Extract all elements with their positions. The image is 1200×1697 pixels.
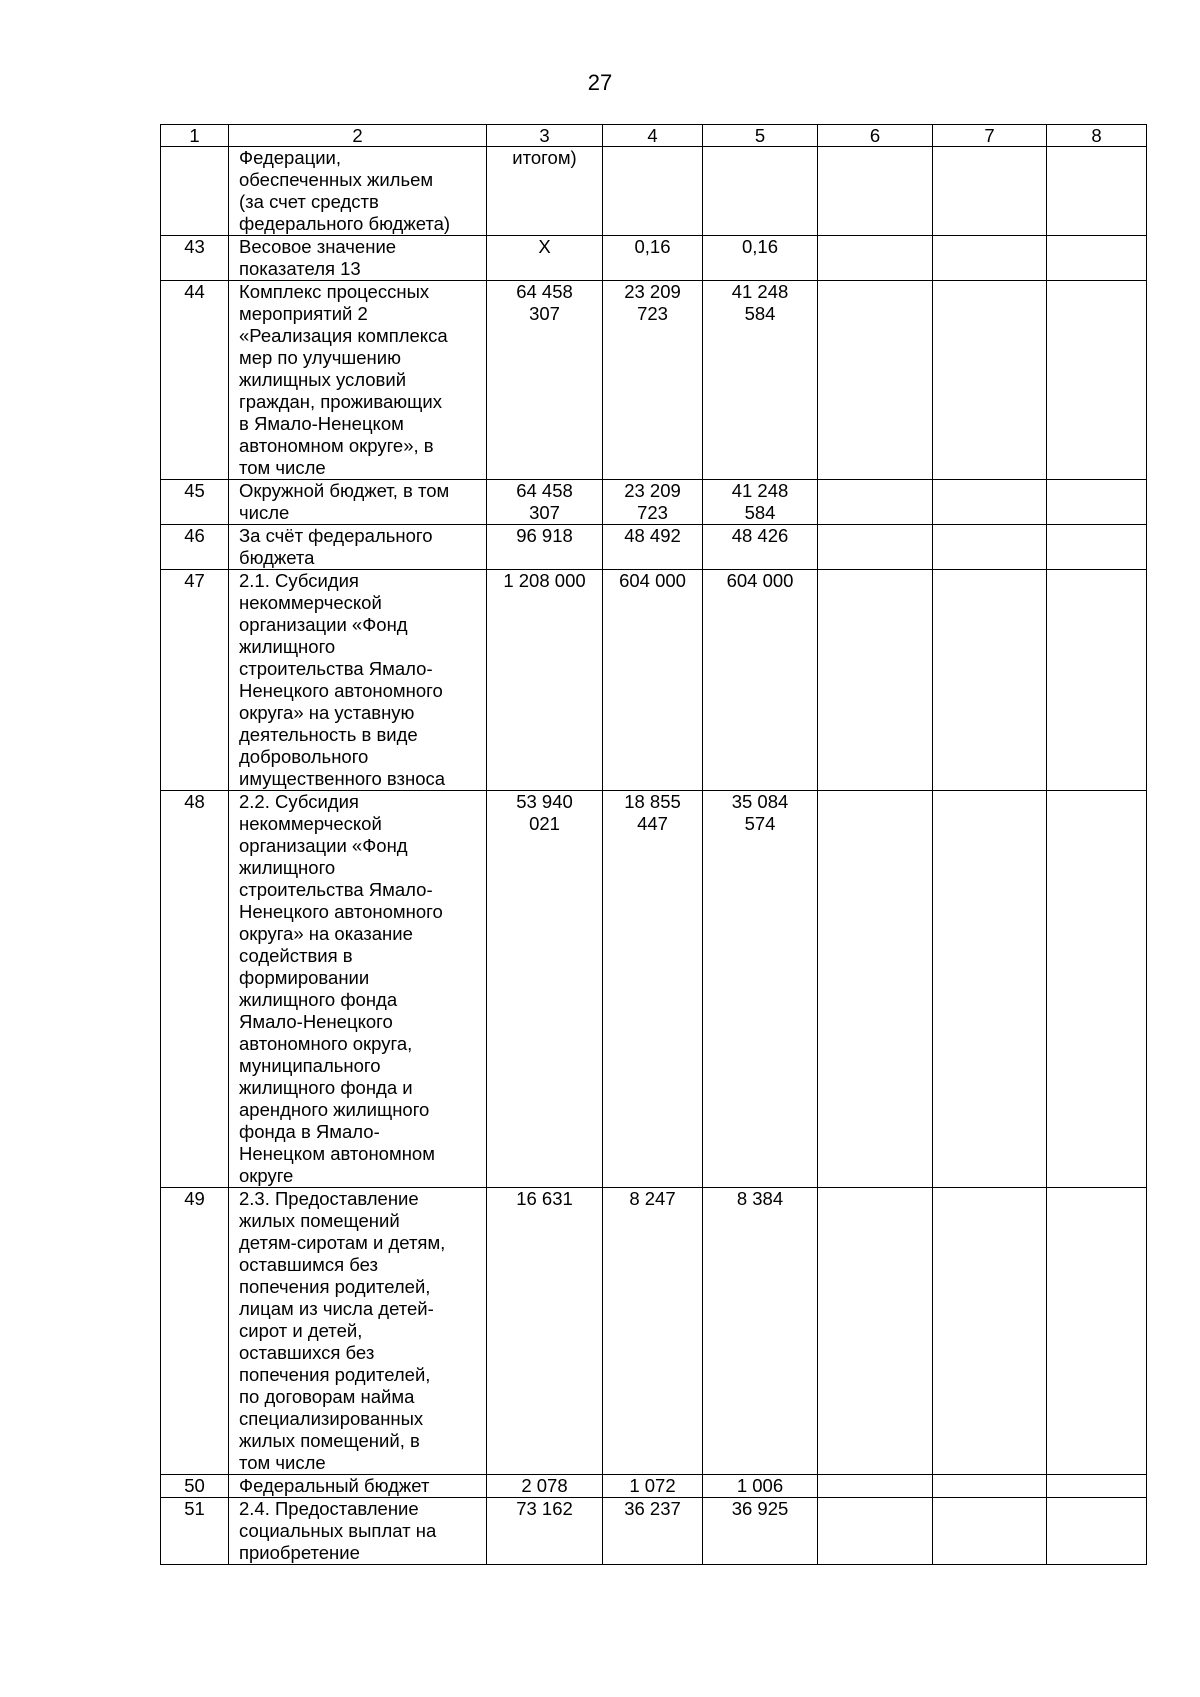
value-cell-col3: X: [487, 236, 603, 281]
value-cell-col3: итогом): [487, 147, 603, 236]
empty-cell-col6: [818, 1475, 933, 1498]
column-header: 7: [933, 125, 1047, 147]
empty-cell-col7: [933, 236, 1047, 281]
empty-cell-col8: [1047, 1498, 1147, 1565]
empty-cell-col6: [818, 236, 933, 281]
value-cell-col5: 36 925: [703, 1498, 818, 1565]
row-number-cell: 43: [161, 236, 229, 281]
value-cell-col4: 8 247: [603, 1188, 703, 1475]
value-cell-col5: 604 000: [703, 570, 818, 791]
table-row: [161, 570, 1147, 791]
value-cell-col5: 8 384: [703, 1188, 818, 1475]
column-header: 6: [818, 125, 933, 147]
row-name-cell: Федерации, обеспеченных жильем (за счет средств федерального бюджета): [229, 147, 487, 236]
row-name-cell: 2.1. Субсидия некоммерческой организации «Фонд жилищного строительства Ямало- Ненецкого автономного округа» на уставную деятельность в виде добровольного имущественного взноса: [229, 570, 487, 791]
row-number-cell: 50: [161, 1475, 229, 1498]
value-cell-col4: 23 209 723: [603, 281, 703, 480]
row-number-cell: 46: [161, 525, 229, 570]
value-cell-col3: 1 208 000: [487, 570, 603, 791]
empty-cell-col8: [1047, 570, 1147, 791]
empty-cell-col8: [1047, 281, 1147, 480]
value-cell-col4: [603, 147, 703, 236]
empty-cell-col6: [818, 1498, 933, 1565]
table-row: [161, 281, 1147, 480]
row-name-cell: Федеральный бюджет: [229, 1475, 487, 1498]
value-cell-col5: 41 248 584: [703, 281, 818, 480]
row-name-cell: Весовое значение показателя 13: [229, 236, 487, 281]
empty-cell-col7: [933, 1498, 1047, 1565]
table-row: [161, 791, 1147, 1188]
budget-table: [160, 124, 1147, 1565]
empty-cell-col6: [818, 791, 933, 1188]
empty-cell-col6: [818, 570, 933, 791]
row-name-cell: 2.3. Предоставление жилых помещений детям-сиротам и детям, оставшимся без попечения родителей, лицам из числа детей- сирот и детей, оставшихся без попечения родителей, по договорам найма специализированных жилых помещений, в том числе: [229, 1188, 487, 1475]
table-row: [161, 525, 1147, 570]
row-name-cell: Окружной бюджет, в том числе: [229, 480, 487, 525]
value-cell-col5: 35 084 574: [703, 791, 818, 1188]
value-cell-col4: 18 855 447: [603, 791, 703, 1188]
value-cell-col3: 2 078: [487, 1475, 603, 1498]
page-number: 27: [587, 70, 613, 95]
value-cell-col4: 23 209 723: [603, 480, 703, 525]
empty-cell-col6: [818, 525, 933, 570]
empty-cell-col7: [933, 480, 1047, 525]
value-cell-col3: 53 940 021: [487, 791, 603, 1188]
value-cell-col3: 96 918: [487, 525, 603, 570]
value-cell-col5: 48 426: [703, 525, 818, 570]
row-number-cell: 44: [161, 281, 229, 480]
empty-cell-col7: [933, 791, 1047, 1188]
value-cell-col4: 0,16: [603, 236, 703, 281]
row-name-cell: За счёт федерального бюджета: [229, 525, 487, 570]
column-header: 5: [703, 125, 818, 147]
empty-cell-col7: [933, 281, 1047, 480]
value-cell-col5: 41 248 584: [703, 480, 818, 525]
value-cell-col4: 604 000: [603, 570, 703, 791]
row-number-cell: [161, 147, 229, 236]
value-cell-col3: 73 162: [487, 1498, 603, 1565]
value-cell-col3: 16 631: [487, 1188, 603, 1475]
empty-cell-col7: [933, 147, 1047, 236]
table-header-row: [161, 125, 1147, 147]
row-name-cell: 2.4. Предоставление социальных выплат на приобретение: [229, 1498, 487, 1565]
empty-cell-col8: [1047, 1475, 1147, 1498]
empty-cell-col6: [818, 281, 933, 480]
empty-cell-col8: [1047, 236, 1147, 281]
column-header: 4: [603, 125, 703, 147]
row-number-cell: 48: [161, 791, 229, 1188]
empty-cell-col6: [818, 480, 933, 525]
empty-cell-col7: [933, 525, 1047, 570]
column-header: 1: [161, 125, 229, 147]
table-row: [161, 147, 1147, 236]
value-cell-col3: 64 458 307: [487, 480, 603, 525]
value-cell-col4: 36 237: [603, 1498, 703, 1565]
column-header: 3: [487, 125, 603, 147]
empty-cell-col7: [933, 1475, 1047, 1498]
row-number-cell: 45: [161, 480, 229, 525]
empty-cell-col8: [1047, 480, 1147, 525]
table-row: [161, 480, 1147, 525]
value-cell-col3: 64 458 307: [487, 281, 603, 480]
empty-cell-col8: [1047, 525, 1147, 570]
table-row: [161, 1498, 1147, 1565]
table-row: [161, 1188, 1147, 1475]
row-name-cell: 2.2. Субсидия некоммерческой организации «Фонд жилищного строительства Ямало- Ненецкого автономного округа» на оказание содействия в формировании жилищного фонда Ямало-Ненецкого автономного округа, муниципального жилищного фонда и арендного жилищного фонда в Ямало- Ненецком автономном округе: [229, 791, 487, 1188]
empty-cell-col8: [1047, 1188, 1147, 1475]
value-cell-col5: 1 006: [703, 1475, 818, 1498]
value-cell-col5: 0,16: [703, 236, 818, 281]
empty-cell-col6: [818, 147, 933, 236]
table-row: [161, 236, 1147, 281]
empty-cell-col8: [1047, 147, 1147, 236]
row-number-cell: 51: [161, 1498, 229, 1565]
empty-cell-col6: [818, 1188, 933, 1475]
empty-cell-col7: [933, 570, 1047, 791]
row-number-cell: 47: [161, 570, 229, 791]
row-number-cell: 49: [161, 1188, 229, 1475]
value-cell-col5: [703, 147, 818, 236]
value-cell-col4: 1 072: [603, 1475, 703, 1498]
table-row: [161, 1475, 1147, 1498]
empty-cell-col7: [933, 1188, 1047, 1475]
row-name-cell: Комплекс процессных мероприятий 2 «Реализация комплекса мер по улучшению жилищных условий граждан, проживающих в Ямало-Ненецком автономном округе», в том числе: [229, 281, 487, 480]
value-cell-col4: 48 492: [603, 525, 703, 570]
empty-cell-col8: [1047, 791, 1147, 1188]
column-header: 2: [229, 125, 487, 147]
column-header: 8: [1047, 125, 1147, 147]
